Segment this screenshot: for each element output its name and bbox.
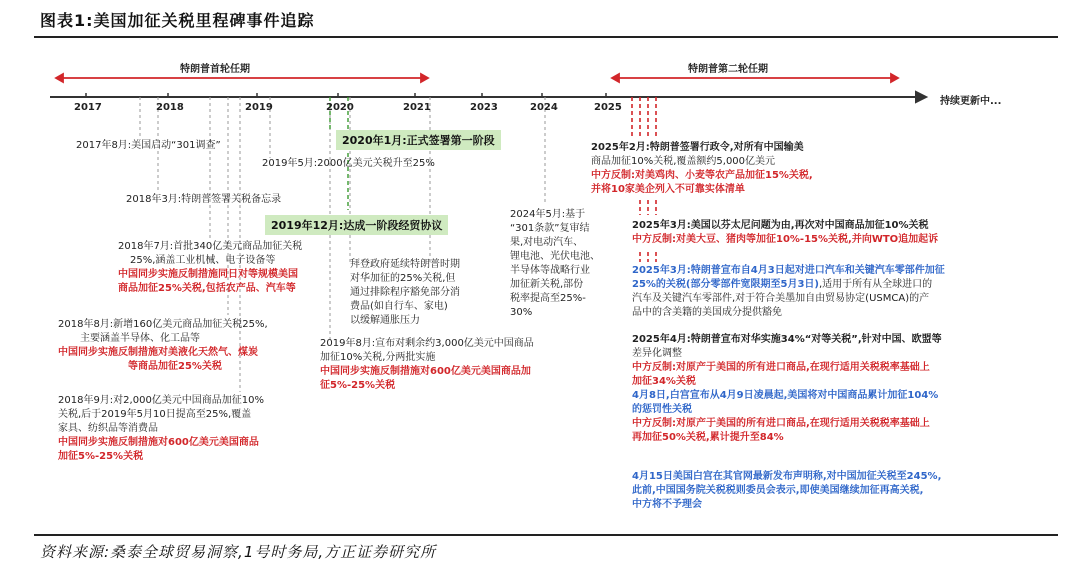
event-2019-05: 2019年5月:2000亿美元关税升至25% (262, 158, 435, 169)
event-2018-08: 2018年8月:新增160亿美元商品加征关税25%, 主要涵盖半导体、化工品等 中国同步实施反制措施对美液化天然气、煤炭 等商品加征25%关税 (58, 319, 268, 372)
event-biden-exclusion: 拜登政府延续特朗普时期 对华加征的25%关税,但 通过排除程序豁免部分消 费品(如自行车、家电) 以缓解通胀压力 (350, 259, 460, 326)
event-2018-07: 2018年7月:首批340亿美元商品加征关税 25%,涵盖工业机械、电子设备等 中国同步实施反制措施同日对等规模美国 商品加征25%关税,包括农产品、汽车等 (118, 241, 303, 294)
timeline-axis (50, 92, 926, 102)
event-2020-01: 2020年1月:正式签署第一阶段 (336, 130, 501, 150)
year-2025: 2025 (594, 102, 622, 113)
timeline-end-label: 持续更新中... (940, 96, 1002, 107)
year-2019: 2019 (245, 102, 273, 113)
event-2019-08: 2019年8月:宣布对剩余约3,000亿美元中国商品 加征10%关税,分两批实施 中国同步实施反制措施对600亿美元美国商品加 征5%-25%关税 (320, 338, 534, 391)
year-2018: 2018 (156, 102, 184, 113)
year-2024: 2024 (530, 102, 558, 113)
event-2017-08: 2017年8月:美国启动“301调查” (76, 140, 221, 151)
event-2025-03a: 2025年3月:美国以芬太尼问题为由,再次对中国商品加征10%关税 中方反制:对美大豆、猪肉等加征10%-15%关税,并向WTO追加起诉 (632, 220, 939, 245)
year-2020: 2020 (326, 102, 354, 113)
event-2025-02: 2025年2月:特朗普签署行政令,对所有中国输美 商品加征10%关税,覆盖额约5,000亿美元 中方反制:对美鸡肉、小麦等农产品加征15%关税, 并将10家美企列入不可靠实体清单 (591, 142, 813, 195)
bottom-divider (34, 534, 1058, 536)
event-2025-03b: 2025年3月:特朗普宣布自4月3日起对进口汽车和关键汽车零部件加征 25%的关税(部分零部件宽限期至5月3日),适用于所有从全球进口的 汽车及关键汽车零部件,对于符合美墨加自由贸易协定(USMCA)的产 品中的含美籍的美国成分提供豁免 (632, 265, 945, 318)
year-2023: 2023 (470, 102, 498, 113)
page-title: 图表1:美国加征关税里程碑事件追踪 (40, 11, 315, 30)
event-2019-12: 2019年12月:达成一阶段经贸协议 (265, 215, 448, 235)
year-2021: 2021 (403, 102, 431, 113)
event-2025-04: 2025年4月:特朗普宣布对华实施34%“对等关税”,针对中国、欧盟等 差异化调整 中方反制:对原产于美国的所有进口商品,在现行适用关税税率基础上 加征34%关税 4月8日,白宫宣布从4月9日凌晨起,美国将对中国商品累计加征104% 的惩罚性关税 中方反制:对原产于美国的所有进口商品,在现行适用关税税率基础上 再加征50%关税,累计提升至84% (632, 334, 942, 443)
event-2024-05: 2024年5月:基于 “301条款”复审结 果,对电动汽车、 锂电池、光伏电池、 半导体等战略行业 加征新关税,部份 税率提高至25%- 30% (510, 209, 600, 318)
term1-label: 特朗普首轮任期 (180, 64, 250, 75)
year-2017: 2017 (74, 102, 102, 113)
term1-arrow (56, 74, 428, 82)
event-2018-03: 2018年3月:特朗普签署关税备忘录 (126, 194, 282, 205)
term2-arrow (612, 74, 898, 82)
event-2018-09: 2018年9月:对2,000亿美元中国商品加征10% 关税,后于2019年5月10日提高至25%,覆盖 家具、纺织品等消费品 中国同步实施反制措施对600亿美元美国商品 加征5%-25%关税 (58, 395, 265, 462)
event-2025-04-15: 4月15日美国白宫在其官网最新发布声明称,对中国加征关税至245%, 此前,中国国务院关税税则委员会表示,即使美国继续加征再高关税, 中方将不予理会 (632, 471, 942, 510)
source-note: 资料来源:桑泰全球贸易洞察,1号时务局,方正证券研究所 (40, 543, 437, 561)
term2-label: 特朗普第二轮任期 (688, 64, 768, 75)
